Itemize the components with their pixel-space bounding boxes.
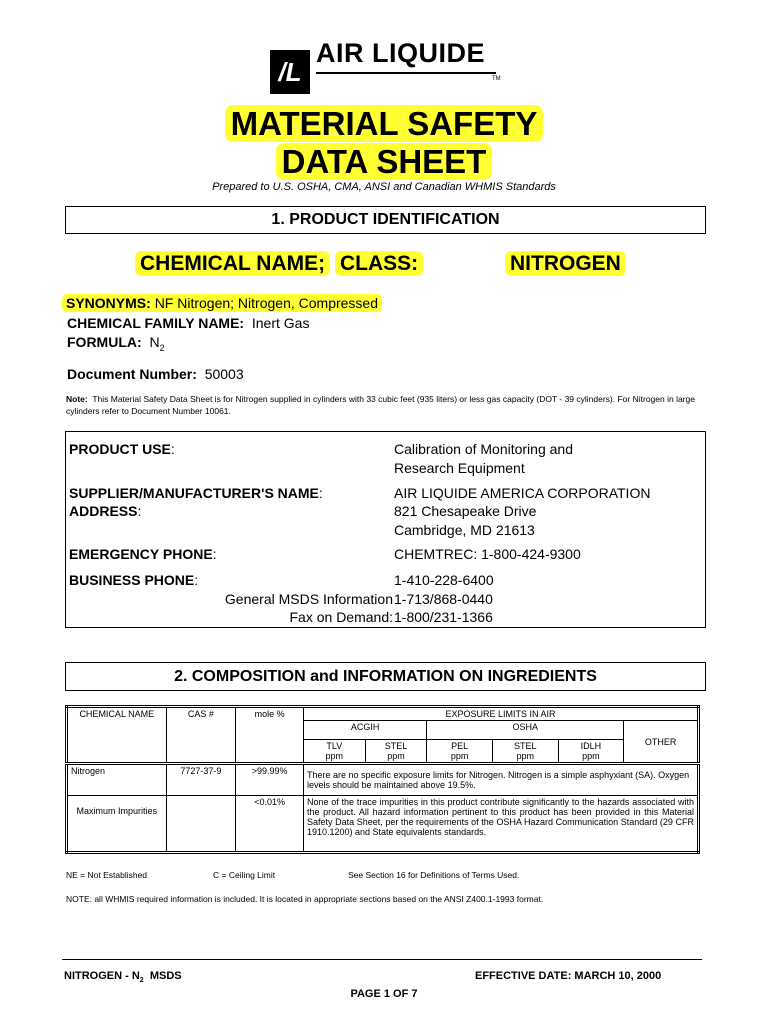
footer-effective-date: EFFECTIVE DATE: MARCH 10, 2000 xyxy=(475,970,662,982)
product-info-box xyxy=(65,431,706,628)
address-line2: Cambridge, MD 21613 xyxy=(394,522,535,538)
table-header-row xyxy=(67,707,699,721)
header-idlh: IDLH ppm xyxy=(558,740,624,764)
header-cas: CAS # xyxy=(166,707,236,764)
msds-info-label: General MSDS Information xyxy=(224,591,393,607)
header-exposure: EXPOSURE LIMITS IN AIR xyxy=(303,707,698,721)
title-line1: MATERIAL SAFETY xyxy=(0,105,768,143)
header-pel: PEL ppm xyxy=(427,740,493,764)
synonyms: SYNONYMS: NF Nitrogen; Nitrogen, Compressed xyxy=(62,295,382,311)
business-label: BUSINESS PHONE: xyxy=(69,572,199,588)
section2-heading: 2. COMPOSITION and INFORMATION ON INGREDIENTS xyxy=(65,662,706,691)
class-label: CLASS: xyxy=(335,252,423,276)
row1-mole: >99.99% xyxy=(236,764,304,796)
whmis-note: NOTE: all WHMIS required information is included. It is located in appropriate sections based on the ANSI Z400.1-1993 format. xyxy=(66,894,544,904)
legend-see: See Section 16 for Definitions of Terms Used. xyxy=(348,870,520,880)
table-row xyxy=(67,764,699,796)
footer-page-number: PAGE 1 OF 7 xyxy=(350,988,418,1000)
logo-mark: /L xyxy=(270,50,310,94)
header-tlv: TLV ppm xyxy=(303,740,365,764)
title-line2: DATA SHEET xyxy=(0,143,768,181)
product-use-line2: Research Equipment xyxy=(394,460,525,476)
row2-text: None of the trace impurities in this product contribute significantly to the hazards associated with the product. All hazard information pertinent to this product has been provided in this Material Safety Data Sheet, per the requirements of the OSHA Hazard Communication Standard (29 CFR 1910.1200) and State equivalents standards. xyxy=(303,796,698,853)
msds-info-value: 1-713/868-0440 xyxy=(394,591,493,607)
logo-underline xyxy=(316,72,496,74)
header-stel: STEL ppm xyxy=(365,740,427,764)
supplier-label: SUPPLIER/MANUFACTURER'S NAME: xyxy=(69,485,323,501)
emergency-label: EMERGENCY PHONE: xyxy=(69,546,217,562)
row1-cas: 7727-37-9 xyxy=(166,764,236,796)
business-value: 1-410-228-6400 xyxy=(394,572,494,588)
legend-ceiling: C = Ceiling Limit xyxy=(213,870,276,880)
header-mole: mole % xyxy=(236,707,304,764)
row2-cas xyxy=(166,796,236,853)
formula: FORMULA: $N_2$ xyxy=(67,334,165,353)
prepared-statement: Prepared to U.S. OSHA, CMA, ANSI and Canadian WHMIS Standards xyxy=(212,181,556,193)
header-chemical-name: CHEMICAL NAME xyxy=(67,707,167,764)
product-use-label: PRODUCT USE: xyxy=(69,441,175,457)
chemical-value: NITROGEN xyxy=(505,252,626,276)
section1-heading: 1. PRODUCT IDENTIFICATION xyxy=(65,206,706,234)
emergency-value: CHEMTREC: 1-800-424-9300 xyxy=(394,546,581,562)
table-row xyxy=(67,796,699,853)
row1-name: Nitrogen xyxy=(67,764,167,796)
header-acgih: ACGIH xyxy=(303,721,426,740)
legend-ne: NE = Not Established xyxy=(66,870,148,880)
chemical-name-label: CHEMICAL NAME; xyxy=(135,252,330,276)
row1-text: There are no specific exposure limits for Nitrogen. Nitrogen is a simple asphyxiant (SA). Oxygen levels should be maintained above 19.5%. xyxy=(303,764,698,796)
header-other: OTHER xyxy=(624,721,699,764)
address-label: ADDRESS: xyxy=(69,503,142,519)
composition-table xyxy=(65,705,700,854)
header-osha: OSHA xyxy=(427,721,624,740)
address-line1: 821 Chesapeake Drive xyxy=(394,503,537,519)
family-name: CHEMICAL FAMILY NAME: Inert Gas xyxy=(67,315,310,331)
row2-name: Maximum Impurities xyxy=(67,796,167,853)
document-number: Document Number: 50003 xyxy=(67,366,244,382)
supplier-value: AIR LIQUIDE AMERICA CORPORATION xyxy=(394,485,651,501)
logo-name: AIR LIQUIDE xyxy=(316,38,486,68)
row2-mole: <0.01% xyxy=(236,796,304,853)
footer-rule xyxy=(62,959,702,960)
note: Note: This Material Safety Data Sheet is for Nitrogen supplied in cylinders with 33 cubic feet (935 liters) or less gas capacity (DOT - 39 cylinders). For Nitrogen in large cylinders refer to Document Number 10061. xyxy=(66,394,695,416)
footer-left: NITROGEN - $N_2$ MSDS xyxy=(64,970,182,985)
fax-label: Fax on Demand: xyxy=(289,609,393,625)
product-use-line1: Calibration of Monitoring and xyxy=(394,441,573,457)
logo-tm: TM xyxy=(492,76,501,82)
fax-value: 1-800/231-1366 xyxy=(394,609,493,625)
header-stel-osha: STEL ppm xyxy=(492,740,558,764)
